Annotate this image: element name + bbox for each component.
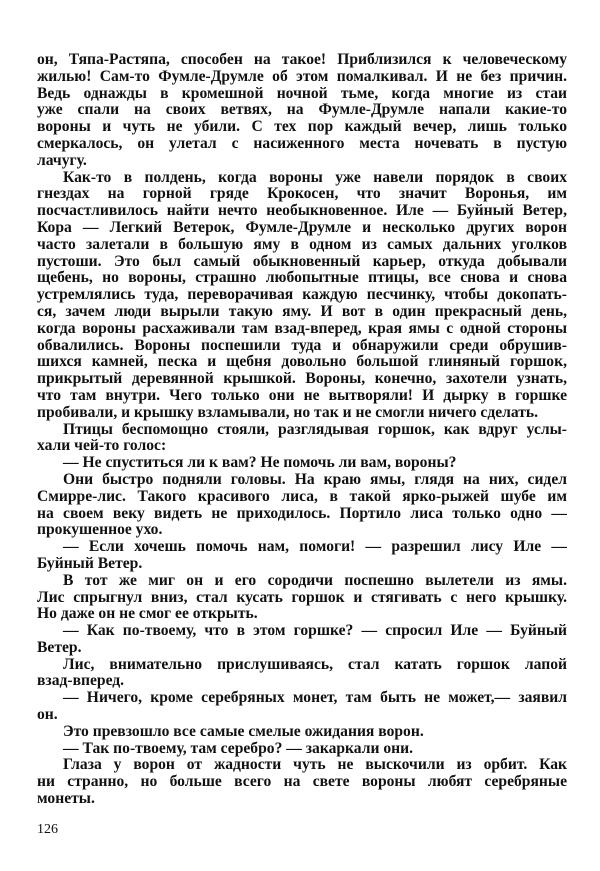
page-number: 126 <box>37 822 58 837</box>
text-line: вороны и чуть не убили. С тех пор каждый вечер, лишь только <box>37 119 567 136</box>
text-line: он. <box>37 706 58 724</box>
text-line: В тот же миг он и его сородичи поспешно вылетели из ямы. <box>63 572 567 589</box>
text-line: — Как по-твоему, что в этом горшке? — спросил Иле — Буйный <box>63 623 567 640</box>
text-line: часто залетали в большую яму в одном из самых дальних уголков <box>37 236 567 253</box>
paragraph <box>37 573 567 623</box>
paragraph <box>37 539 567 573</box>
text-line: Как-то в полдень, когда вороны уже навели порядок в своих <box>63 169 567 186</box>
text-line: Буйный Ветер. <box>37 554 143 572</box>
text-line: Лис спрыгнул вниз, стал кусать горшок и стягивать с него крышку. <box>37 589 567 606</box>
paragraph <box>37 657 567 691</box>
text-line: Это превзошло все самые смелые ожидания ворон. <box>63 722 424 740</box>
text-line: Кора — Легкий Ветерок, Фумле-Друмле и несколько других ворон <box>37 219 567 236</box>
text-line: он, Тяпа-Растяпа, способен на такое! Приблизился к человеческому <box>37 52 567 68</box>
text-line: на своем веку видеть не приходилось. Портило лиса только одно — <box>37 505 567 522</box>
text-line: — Ничего, кроме серебряных монет, там быть не может,— заявил <box>63 690 567 707</box>
text-line: лачугу. <box>37 151 87 169</box>
text-line: Но даже он не смог ее открыть. <box>37 605 258 623</box>
text-line: прикрытый деревянной крышкой. Вороны, конечно, захотели узнать, <box>37 371 567 388</box>
text-line: гнездах на горной гряде Крокосен, что значит Воронья, им <box>37 186 567 203</box>
paragraph <box>37 724 567 741</box>
text-line: посчастливилось найти нечто необыкновенное. Иле — Буйный Ветер, <box>37 203 567 220</box>
paragraph <box>37 690 567 724</box>
text-line: Лис, внимательно прислушиваясь, стал катать горшок лапой <box>63 656 567 673</box>
text-line: жилью! Сам-то Фумле-Друмле об этом помалкивал. И не без причин. <box>37 68 567 85</box>
text-line: ся, зачем люди вырыли такую яму. И вот в один прекрасный день, <box>37 303 567 320</box>
text-line: что там внутри. Чего только они не вытворяли! И дырку в горшке <box>37 387 567 404</box>
text-line: уже спали на своих ветвях, на Фумле-Друмле напали какие-то <box>37 102 567 119</box>
text-line: Они быстро подняли головы. На краю ямы, глядя на них, сидел <box>63 471 567 488</box>
text-line: Ведь однажды в кромешной ночной тьме, когда многие из стаи <box>37 85 567 102</box>
text-line: взад-вперед. <box>37 672 125 690</box>
paragraph <box>37 623 567 657</box>
text-line: Ветер. <box>37 638 82 656</box>
text-line: Смирре-лис. Такого красивого лиса, в такой ярко-рыжей шубе им <box>37 488 567 505</box>
text-line: — Не спуститься ли к вам? Не помочь ли вам, вороны? <box>63 454 457 472</box>
paragraph <box>37 422 567 456</box>
book-page-text <box>37 52 567 808</box>
paragraph <box>37 757 567 807</box>
paragraph <box>37 170 567 422</box>
text-line: когда вороны расхаживали там взад-вперед, края ямы с одной стороны <box>37 320 567 337</box>
paragraph <box>37 472 567 539</box>
text-line: пустоши. Это был самый обыкновенный карьер, откуда добывали <box>37 253 567 270</box>
text-line: Глаза у ворон от жадности чуть не выскочили из орбит. Как <box>63 757 567 774</box>
text-line: прокушенное ухо. <box>37 521 163 539</box>
text-line: смеркалось, он улетал с насиженного места ночевать в пустую <box>37 135 567 152</box>
paragraph <box>37 455 567 472</box>
paragraph <box>37 741 567 758</box>
text-line: устремлялись туда, переворачивая каждую песчинку, чтобы докопать- <box>37 287 567 304</box>
text-line: — Если хочешь помочь нам, помоги! — разрешил лису Иле — <box>63 539 567 556</box>
text-line: — Так по-твоему, там серебро? — закаркали они. <box>63 739 414 757</box>
text-line: обвалились. Вороны поспешили туда и обнаружили среди обрушив- <box>37 337 567 354</box>
paragraph <box>37 52 567 170</box>
text-line: шихся камней, песка и щебня довольно большой глиняный горшок, <box>37 354 567 371</box>
text-line: хали чей-то голос: <box>37 437 167 455</box>
text-line: монеты. <box>37 790 95 808</box>
text-line: пробивали, и крышку взламывали, но так и не смогли ничего сделать. <box>37 403 539 421</box>
text-line: Птицы беспомощно стояли, разглядывая горшок, как вдруг услы- <box>63 421 567 438</box>
text-line: ни странно, но больше всего на свете вороны любят серебряные <box>37 774 567 791</box>
text-line: щебень, но вороны, страшно любопытные птицы, все снова и снова <box>37 270 567 287</box>
